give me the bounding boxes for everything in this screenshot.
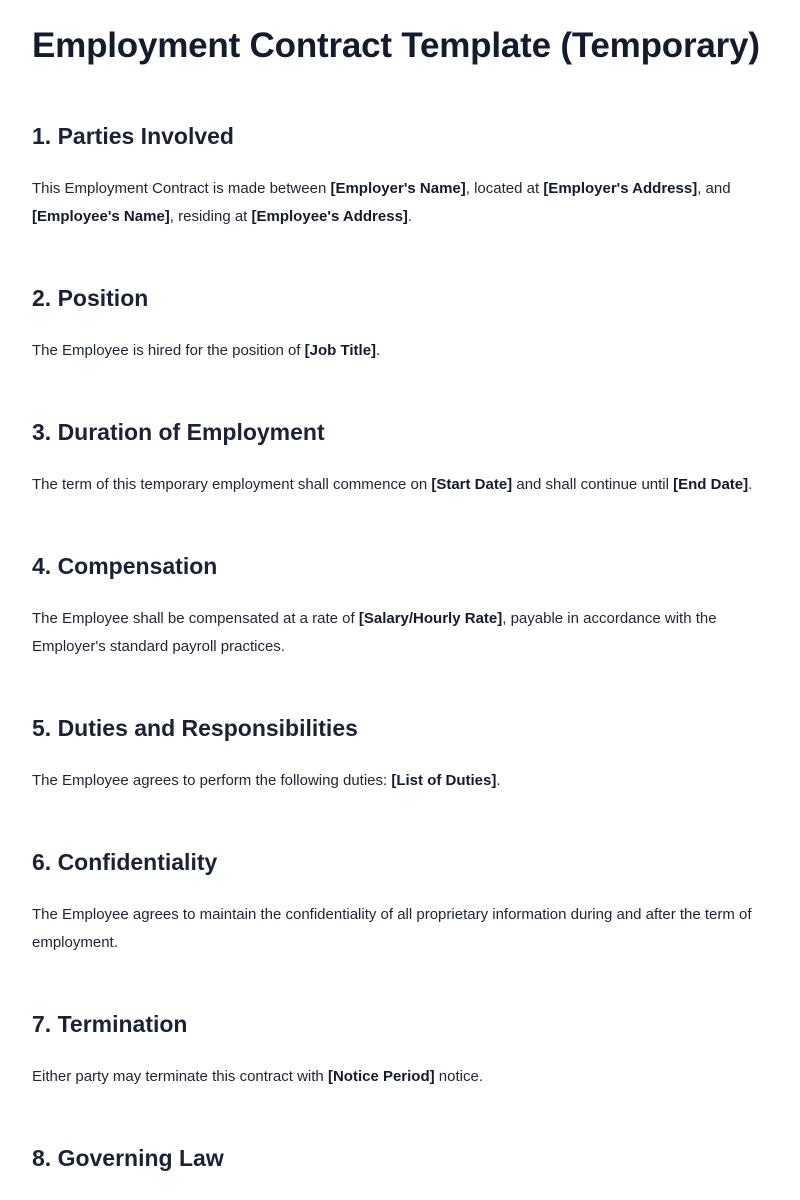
placeholder-field: [List of Duties] [391, 772, 497, 789]
section-governing-law [32, 1143, 768, 1173]
section-heading: 1. Parties Involved [32, 123, 234, 149]
body-text: The Employee agrees to perform the following duties: [32, 772, 392, 789]
section-parties-involved [32, 121, 768, 231]
placeholder-field: [Employer's Address] [543, 180, 698, 197]
placeholder-field: [Employer's Name] [330, 180, 466, 197]
section-position [32, 283, 768, 365]
section-heading: 7. Termination [32, 1011, 188, 1037]
section-body [32, 901, 768, 957]
body-text: , located at [465, 180, 544, 197]
section-heading: 2. Position [32, 285, 149, 311]
placeholder-field: [Employee's Address] [251, 208, 408, 225]
body-text: notice. [434, 1068, 484, 1085]
body-text: Either party may terminate this contract with [32, 1068, 328, 1085]
body-text: , and [697, 180, 731, 197]
section-heading: 5. Duties and Responsibilities [32, 715, 358, 741]
placeholder-field: [Notice Period] [327, 1068, 435, 1085]
section-body [32, 337, 768, 365]
body-text: . [748, 476, 753, 493]
section-body [32, 767, 768, 795]
body-text: , residing at [169, 208, 252, 225]
body-text: The Employee is hired for the position of [32, 342, 305, 359]
body-text: The term of this temporary employment shall commence on [32, 476, 432, 493]
section-body [32, 471, 768, 499]
body-text: and shall continue until [512, 476, 674, 493]
document-title: Employment Contract Template (Temporary) [32, 26, 760, 65]
placeholder-field: [Start Date] [431, 476, 513, 493]
section-duties-and-responsibilities [32, 713, 768, 795]
section-body [32, 605, 768, 661]
section-body [32, 1063, 768, 1091]
placeholder-field: [Employee's Name] [32, 208, 170, 225]
body-text: The Employee agrees to maintain the confidentiality of all proprietary information during and after the term of employment. [32, 906, 752, 951]
section-compensation [32, 551, 768, 661]
placeholder-field: [End Date] [673, 476, 749, 493]
body-text: , payable in accordance with the Employer's standard payroll practices. [32, 610, 717, 655]
section-heading: 8. Governing Law [32, 1145, 224, 1171]
section-duration-of-employment [32, 417, 768, 499]
section-confidentiality [32, 847, 768, 957]
body-text: This Employment Contract is made between [32, 180, 331, 197]
section-heading: 6. Confidentiality [32, 849, 218, 875]
placeholder-field: [Job Title] [304, 342, 377, 359]
section-heading: 4. Compensation [32, 553, 218, 579]
body-text: . [407, 208, 413, 225]
body-text: . [496, 772, 501, 789]
section-termination [32, 1009, 768, 1091]
body-text: . [376, 342, 381, 359]
section-body [32, 175, 768, 231]
body-text: The Employee shall be compensated at a rate of [32, 610, 359, 627]
section-heading: 3. Duration of Employment [32, 419, 325, 445]
placeholder-field: [Salary/Hourly Rate] [358, 610, 503, 627]
